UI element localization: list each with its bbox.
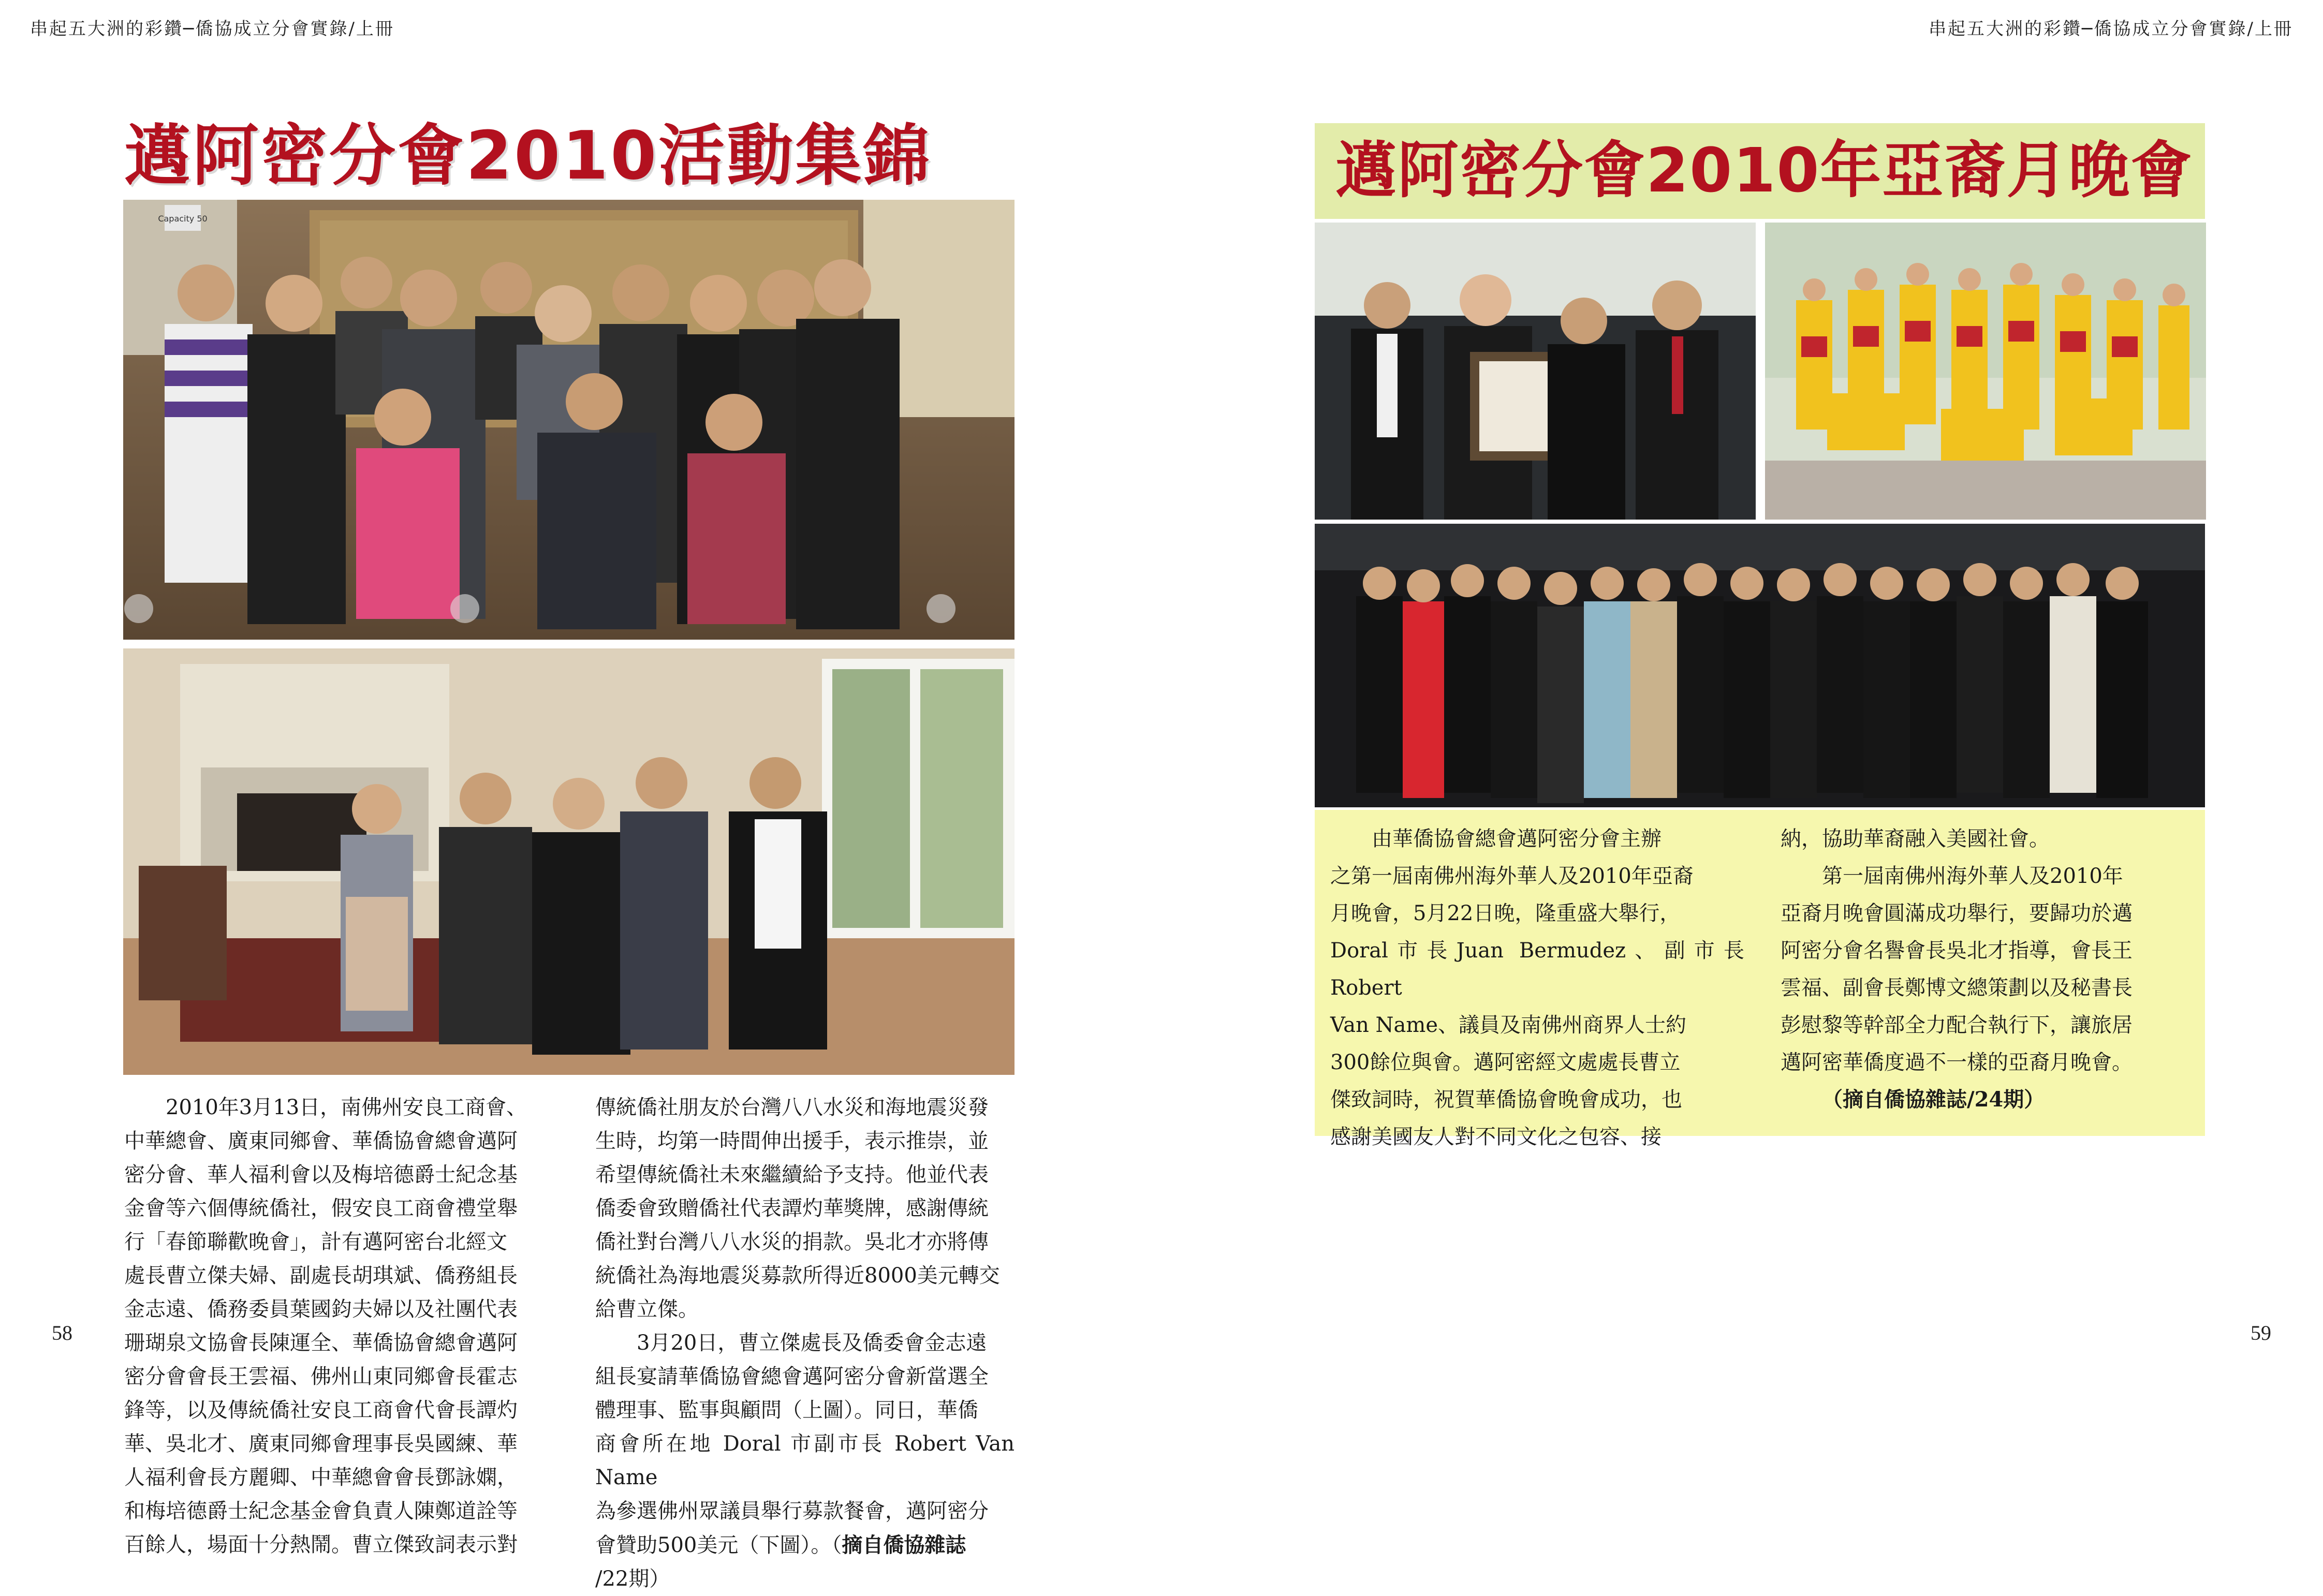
right-text-column-1 xyxy=(1330,820,1744,1156)
text-line: 亞裔月晚會圓滿成功舉行，要歸功於邁 xyxy=(1781,902,2133,925)
text-line: Doral市長Juan Bermudez、副市長Robert xyxy=(1330,939,1744,1000)
group-photo-lobby-image xyxy=(123,648,1015,1075)
dance-performance-image xyxy=(1765,223,2206,520)
text-line: 彭慰黎等幹部全力配合執行下，讓旅居 xyxy=(1781,1013,2133,1037)
text-line: 組長宴請華僑協會總會邁阿密分會新當選全 xyxy=(595,1365,989,1388)
text-line: 中華總會、廣東同鄉會、華僑協會總會邁阿 xyxy=(124,1129,518,1153)
text-line: 傑致詞時，祝賀華僑協會晚會成功，也 xyxy=(1330,1088,1682,1112)
text-line: 300餘位與會。邁阿密經文處處長曹立 xyxy=(1330,1051,1681,1074)
running-head-left: 串起五大洲的彩鑽─僑協成立分會實錄/上冊 xyxy=(30,19,394,39)
page-number-left: 58 xyxy=(52,1321,72,1344)
right-title-banner xyxy=(1315,123,2205,219)
text-line: 阿密分會名譽會長吳北才指導，會長王 xyxy=(1781,939,2133,963)
page-number-right: 59 xyxy=(2251,1321,2271,1344)
award-presentation-photo xyxy=(1315,223,1756,520)
award-presentation-image xyxy=(1315,223,1756,520)
right-page-title: 邁阿密分會2010年亞裔月晚會 xyxy=(1335,135,2193,206)
group-photo-banquet xyxy=(123,200,1015,640)
text-line: 統僑社為海地震災募款所得近8000美元轉交 xyxy=(595,1264,1000,1288)
source-citation: 摘自僑協雜誌 xyxy=(842,1533,966,1557)
text-line: 鋒等，以及傳統僑社安良工商會代會長譚灼 xyxy=(124,1398,518,1422)
text-line: Van Name、議員及南佛州商界人士約 xyxy=(1330,1013,1686,1037)
left-text-column-1 xyxy=(124,1091,538,1562)
source-citation: （摘自僑協雜誌/24期） xyxy=(1822,1087,2045,1112)
text-line: 金志遠、僑務委員葉國鈞夫婦以及社團代表 xyxy=(124,1297,518,1321)
text-fragment: 會贊助500美元（下圖）。（ xyxy=(595,1533,842,1557)
dance-performance-photo xyxy=(1765,223,2206,520)
text-line: 華、吳北才、廣東同鄉會理事長吳國練、華 xyxy=(124,1432,518,1456)
gala-group-image xyxy=(1315,524,2205,807)
text-line: 納，協助華裔融入美國社會。 xyxy=(1781,827,2050,851)
text-line: /22期） xyxy=(595,1567,670,1591)
text-line: 密分會會長王雲福、佛州山東同鄉會長霍志 xyxy=(124,1365,518,1388)
running-head-right: 串起五大洲的彩鑽─僑協成立分會實錄/上冊 xyxy=(1929,19,2293,39)
text-line: 雲福、副會長鄭博文總策劃以及秘書長 xyxy=(1781,976,2133,1000)
text-line: 處長曹立傑夫婦、副處長胡琪斌、僑務組長 xyxy=(124,1264,518,1288)
text-line: 為參選佛州眾議員舉行募款餐會，邁阿密分 xyxy=(595,1499,989,1523)
gala-group-photo xyxy=(1315,524,2205,807)
text-line: 3月20日，曹立傑處長及僑委會金志遠 xyxy=(637,1331,987,1355)
text-line: 僑社對台灣八八水災的捐款。吳北才亦將傳 xyxy=(595,1230,989,1254)
left-text-column-2 xyxy=(595,1091,1015,1596)
text-line: 商會所在地 Doral 市副市長 Robert Van Name xyxy=(595,1432,1015,1489)
text-line: 僑委會致贈僑社代表譚灼華獎牌，感謝傳統 xyxy=(595,1196,989,1220)
left-page-title: 邁阿密分會2010活動集錦 xyxy=(124,117,932,195)
text-line xyxy=(595,1528,1015,1562)
text-line: 傳統僑社朋友於台灣八八水災和海地震災發 xyxy=(595,1096,989,1119)
text-line: 2010年3月13日，南佛州安良工商會、 xyxy=(166,1096,527,1119)
text-line: 感謝美國友人對不同文化之包容、接 xyxy=(1330,1125,1662,1149)
text-line: 密分會、華人福利會以及梅培德爵士紀念基 xyxy=(124,1163,518,1187)
text-line: 生時，均第一時間伸出援手，表示推崇，並 xyxy=(595,1129,989,1153)
group-photo-banquet-image xyxy=(123,200,1015,640)
text-line: 和梅培德爵士紀念基金會負責人陳鄭道詮等 xyxy=(124,1499,518,1523)
text-line: 百餘人，場面十分熱鬧。曹立傑致詞表示對 xyxy=(124,1533,518,1557)
text-line: 希望傳統僑社未來繼續給予支持。他並代表 xyxy=(595,1163,989,1187)
text-line: 第一屆南佛州海外華人及2010年 xyxy=(1822,864,2123,888)
text-line: 之第一屆南佛州海外華人及2010年亞裔 xyxy=(1330,864,1694,888)
text-line: 給曹立傑。 xyxy=(595,1297,699,1321)
text-line: 金會等六個傳統僑社，假安良工商會禮堂舉 xyxy=(124,1196,518,1220)
right-text-box xyxy=(1315,810,2205,1149)
text-line: 月晚會，5月22日晚，隆重盛大舉行， xyxy=(1330,902,1681,925)
text-line: 由華僑協會總會邁阿密分會主辦 xyxy=(1372,827,1662,851)
text-line: 行「春節聯歡晚會」，計有邁阿密台北經文 xyxy=(124,1230,507,1254)
text-line: 珊瑚泉文協會長陳運全、華僑協會總會邁阿 xyxy=(124,1331,518,1355)
right-text-column-2 xyxy=(1781,820,2189,1118)
text-line: 邁阿密華僑度過不一樣的亞裔月晚會。 xyxy=(1781,1051,2133,1074)
svg-text:Capacity 50: Capacity 50 xyxy=(158,214,208,224)
group-photo-lobby xyxy=(123,648,1015,1075)
text-line: 人福利會長方麗卿、中華總會會長鄧詠嫻， xyxy=(124,1466,518,1489)
text-line: 體理事、監事與顧問（上圖）。同日，華僑 xyxy=(595,1398,978,1422)
